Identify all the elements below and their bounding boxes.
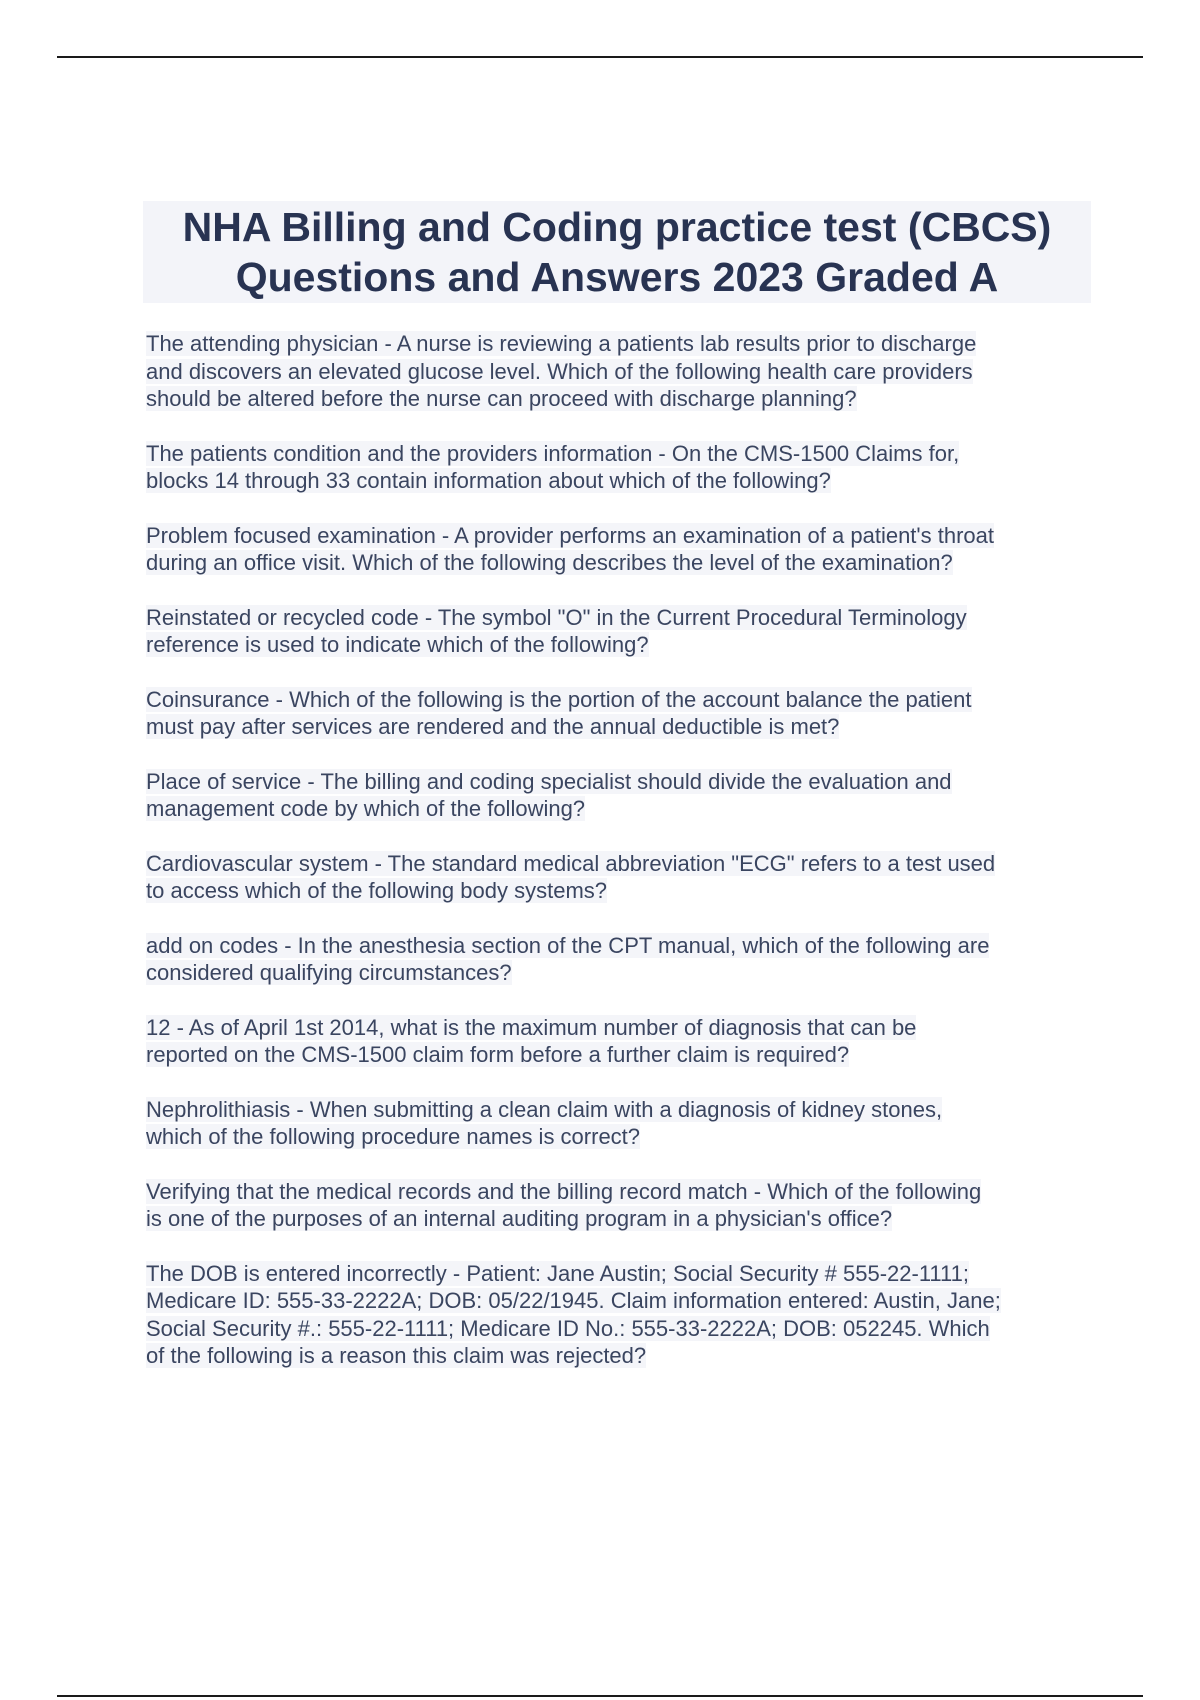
qa-line <box>146 549 1106 577</box>
bottom-rule <box>57 1695 1143 1697</box>
qa-line-text: Problem focused examination - A provider performs an examination of a patient's throat <box>146 522 994 548</box>
qa-line <box>146 686 1106 714</box>
qa-line <box>146 1123 1106 1151</box>
qa-line-text: Nephrolithiasis - When submitting a clean claim with a diagnosis of kidney stones, <box>146 1096 943 1122</box>
qa-paragraph <box>146 1178 1106 1233</box>
qa-line-text: Social Security #.: 555-22-1111; Medicare ID No.: 555-33-2222A; DOB: 052245. Which <box>146 1315 990 1341</box>
qa-line-text: The attending physician - A nurse is reviewing a patients lab results prior to discharge <box>146 331 977 356</box>
qa-line <box>146 1205 1106 1233</box>
qa-line-text: to access which of the following body systems? <box>146 878 608 903</box>
qa-paragraph <box>146 1096 1106 1151</box>
title-line-1: NHA Billing and Coding practice test (CBCS) <box>182 204 1052 250</box>
qa-line-text: add on codes - In the anesthesia section of the CPT manual, which of the following are <box>146 932 990 958</box>
qa-line-text: Cardiovascular system - The standard medical abbreviation "ECG" refers to a test used <box>146 850 996 876</box>
document-title <box>143 201 1091 303</box>
qa-paragraph <box>146 686 1106 741</box>
qa-paragraph <box>146 1014 1106 1069</box>
qa-paragraph <box>146 522 1106 577</box>
qa-line-text: management code by which of the following? <box>146 796 586 821</box>
qa-line-text: is one of the purposes of an internal auditing program in a physician's office? <box>146 1206 893 1231</box>
qa-line-text: Verifying that the medical records and the billing record match - Which of the following <box>146 1178 982 1204</box>
qa-line-text: Place of service - The billing and coding specialist should divide the evaluation and <box>146 768 952 794</box>
qa-line-text: Medicare ID: 555-33-2222A; DOB: 05/22/1945. Claim information entered: Austin, Jane; <box>146 1288 1001 1313</box>
qa-line <box>146 959 1106 987</box>
qa-line-text: blocks 14 through 33 contain information about which of the following? <box>146 468 831 493</box>
qa-line <box>146 467 1106 495</box>
qa-paragraph <box>146 440 1106 495</box>
qa-line <box>146 850 1106 878</box>
qa-line-text: which of the following procedure names is correct? <box>146 1124 641 1149</box>
qa-line-text: of the following is a reason this claim was rejected? <box>146 1343 647 1368</box>
qa-line <box>146 1287 1106 1315</box>
qa-line-text: should be altered before the nurse can proceed with discharge planning? <box>146 386 857 411</box>
qa-line <box>146 330 1106 358</box>
qa-line-text: The patients condition and the providers information - On the CMS-1500 Claims for, <box>146 440 960 466</box>
qa-line-text: must pay after services are rendered and the annual deductible is met? <box>146 714 840 739</box>
qa-line-text: Reinstated or recycled code - The symbol "O" in the Current Procedural Terminology <box>146 604 967 630</box>
qa-line <box>146 1260 1106 1288</box>
qa-line <box>146 522 1106 550</box>
qa-paragraph <box>146 330 1106 413</box>
qa-line-text: The DOB is entered incorrectly - Patient: Jane Austin; Social Security # 555-22-1111; <box>146 1260 969 1286</box>
qa-line <box>146 1014 1106 1042</box>
qa-line <box>146 932 1106 960</box>
qa-line <box>146 1315 1106 1343</box>
qa-line-text: and discovers an elevated glucose level. Which of the following health care providers <box>146 358 973 384</box>
qa-line <box>146 631 1106 659</box>
qa-line <box>146 877 1106 905</box>
top-rule <box>57 56 1143 58</box>
qa-line <box>146 1096 1106 1124</box>
qa-list <box>146 330 1106 1397</box>
qa-line <box>146 385 1106 413</box>
qa-line-text: during an office visit. Which of the following describes the level of the examination? <box>146 550 953 575</box>
qa-paragraph <box>146 604 1106 659</box>
qa-line <box>146 1342 1106 1370</box>
qa-line <box>146 604 1106 632</box>
qa-line <box>146 1178 1106 1206</box>
qa-paragraph <box>146 850 1106 905</box>
qa-line-text: reported on the CMS-1500 claim form before a further claim is required? <box>146 1042 850 1067</box>
qa-line <box>146 768 1106 796</box>
qa-line <box>146 713 1106 741</box>
qa-line <box>146 1041 1106 1069</box>
qa-paragraph <box>146 1260 1106 1370</box>
qa-line-text: 12 - As of April 1st 2014, what is the maximum number of diagnosis that can be <box>146 1014 917 1040</box>
qa-line <box>146 795 1106 823</box>
qa-line-text: Coinsurance - Which of the following is the portion of the account balance the patient <box>146 686 972 712</box>
qa-paragraph <box>146 768 1106 823</box>
qa-line-text: considered qualifying circumstances? <box>146 960 512 985</box>
qa-paragraph <box>146 932 1106 987</box>
qa-line-text: reference is used to indicate which of the following? <box>146 632 649 657</box>
qa-line <box>146 358 1106 386</box>
qa-line <box>146 440 1106 468</box>
title-line-2: Questions and Answers 2023 Graded A <box>235 254 999 300</box>
